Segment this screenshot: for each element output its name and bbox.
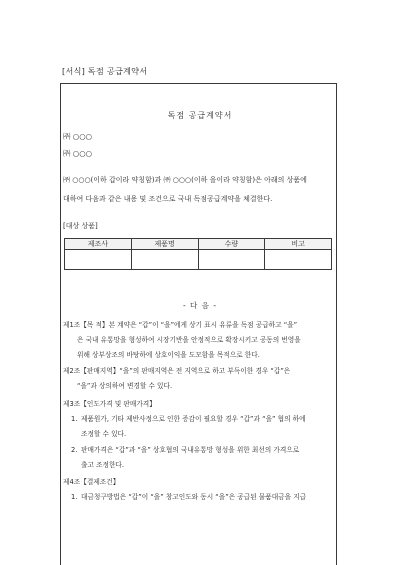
table-cell bbox=[65, 250, 132, 270]
party-a: ㈜ ○○○ bbox=[63, 132, 93, 141]
item-line: 출고 조정한다. bbox=[81, 461, 125, 469]
article-1-line: 은 국내 유통망을 형성하여 시장기반을 안정적으로 확장시키고 공동의 번영을 bbox=[77, 336, 301, 344]
table-cell bbox=[198, 250, 265, 270]
table-cell bbox=[265, 250, 332, 270]
intro-line: ㈜ ○○○(이하 갑이라 약칭함)과 ㈜ ○○○(이하 을이라 약칭함)은 아래의 상품에 bbox=[63, 176, 307, 184]
item-line: 대금청구방법은 “갑”이 “을” 창고인도와 동시 “을”은 공급된 물품대금을 지급 bbox=[81, 493, 307, 501]
column-header-quantity: 수량 bbox=[198, 239, 265, 250]
article-2 bbox=[63, 364, 332, 394]
document-title: 독점 공급계약서 bbox=[167, 111, 233, 120]
products-table bbox=[64, 238, 332, 270]
column-header-note: 비고 bbox=[265, 239, 332, 250]
item-line: 제품원가, 기타 제반사정으로 인한 증감이 필요할 경우 “갑”과 “을” 협의 하에 bbox=[81, 415, 306, 423]
article-3-heading: 제3조【인도가격 및 판매가격】 bbox=[63, 400, 156, 408]
article-4-heading: 제4조【결제조건】 bbox=[63, 478, 120, 486]
item-number: 1. bbox=[71, 493, 78, 501]
article-2-heading: 제2조【판매지역】“을”의 판매지역은 전 지역으로 하고 부득이한 경우 “갑”은 bbox=[63, 367, 291, 375]
item-line: 조정할 수 있다. bbox=[81, 430, 127, 438]
table-row bbox=[65, 250, 332, 270]
column-header-product-name: 제품명 bbox=[131, 239, 198, 250]
form-label: [서식] 독점 공급계약서 bbox=[62, 66, 148, 76]
article-1-line: 위해 상부상조의 바탕하에 상호이익을 도모함을 목적으로 한다. bbox=[77, 351, 260, 359]
article-2-line: “을”과 상의하여 변경할 수 있다. bbox=[77, 382, 173, 390]
item-number: 1. bbox=[71, 415, 78, 423]
item-number: 2. bbox=[71, 446, 78, 454]
article-1-heading: 제1조【목 적】본 계약은 “갑”이 “을”에게 상기 표시 유류을 독점 공급하고 “을” bbox=[63, 321, 298, 329]
products-heading: [대상 상품] bbox=[63, 222, 98, 230]
article-3-item-1 bbox=[63, 412, 332, 442]
section-divider: - 다 음 - bbox=[182, 301, 218, 310]
intro-line: 대하여 다음과 같은 내용 및 조건으로 국내 독점공급계약을 체결한다. bbox=[63, 195, 273, 203]
table-header-row bbox=[65, 239, 332, 250]
party-b: ㈜ ○○○ bbox=[63, 149, 93, 158]
column-header-manufacturer: 제조사 bbox=[65, 239, 132, 250]
intro-paragraph bbox=[63, 171, 331, 209]
article-4-item-1 bbox=[63, 490, 332, 505]
item-line: 판매가격은 “갑”과 “을” 상호협의 국내유통망 형성을 위한 최선의 가격으로 bbox=[81, 446, 300, 454]
table-cell bbox=[131, 250, 198, 270]
article-1 bbox=[63, 318, 332, 363]
article-3-item-2 bbox=[63, 443, 332, 473]
